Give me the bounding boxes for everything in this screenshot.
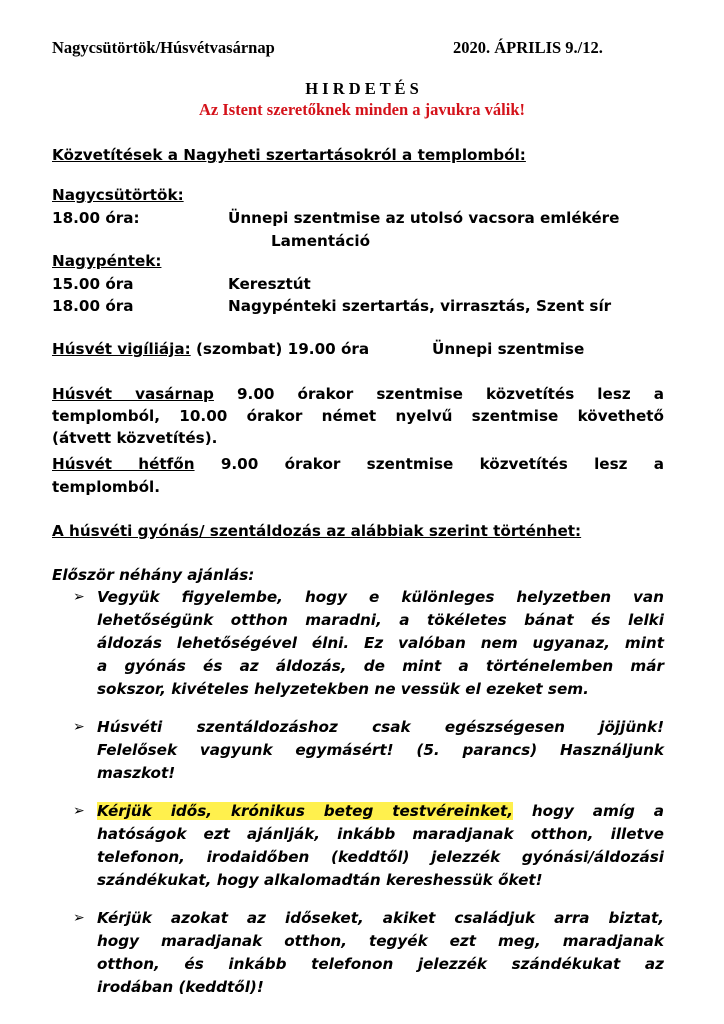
- sunday-line-2: templomból, 10.00 órakor német nyelvű szentmise követhető: [52, 407, 664, 425]
- rec-3-line-2: hatóságok ezt ajánlják, inkább maradjanak otthon, illetve: [97, 825, 664, 843]
- bullet-arrow-icon: ➢: [73, 910, 85, 926]
- monday-line-2: templomból.: [52, 478, 161, 496]
- rec-1-line-3: áldozás lehetőségével élni. Ez valóban nem ugyanaz, mint: [97, 634, 664, 652]
- rec-4-line-1: Kérjük azokat az időseket, akiket családjuk arra biztat,: [97, 909, 664, 927]
- page-title: H I R D E T É S: [305, 79, 419, 98]
- rec-1-line-1: Vegyük figyelembe, hogy e különleges helyzetben van: [97, 588, 664, 606]
- vigil-line: [52, 340, 369, 358]
- thursday-event: Ünnepi szentmise az utolsó vacsora emlékére: [228, 209, 620, 227]
- vigil-event: Ünnepi szentmise: [432, 340, 585, 358]
- rec-1-line-2: lehetőségünk otthon maradni, a tökéletes bánat és lelki: [97, 611, 664, 629]
- header-left: Nagycsütörtök/Húsvétvasárnap: [52, 38, 275, 57]
- thursday-event-2: Lamentáció: [271, 232, 371, 250]
- confession-heading: A húsvéti gyónás/ szentáldozás az alábbiak szerint történhet:: [52, 522, 582, 540]
- rec-3-line-1-rest: hogy amíg a: [512, 802, 664, 820]
- sunday-text-1: 9.00 órakor szentmise közvetítés lesz a: [213, 385, 664, 403]
- rec-3-line-3: telefonon, irodaidőben (keddtől) jelezzék gyónási/áldozási: [97, 848, 664, 866]
- rec-4-line-4: irodában (keddtől)!: [97, 978, 264, 996]
- monday-label: Húsvét hétfőn: [52, 455, 195, 473]
- friday-event-2: Nagypénteki szertartás, virrasztás, Szent sír: [228, 297, 612, 315]
- bullet-arrow-icon: ➢: [73, 719, 85, 735]
- bullet-arrow-icon: ➢: [73, 589, 85, 605]
- monday-text-1: 9.00 órakor szentmise közvetítés lesz a: [194, 455, 664, 473]
- broadcasts-heading: Közvetítések a Nagyheti szertartásokról a templomból:: [52, 146, 526, 164]
- rec-1-line-4: a gyónás és az áldozás, de mint a történelemben már: [97, 657, 664, 675]
- vigil-label: Húsvét vigíliája:: [52, 340, 191, 358]
- page-subtitle: Az Istent szeretőknek minden a javukra válik!: [198, 100, 526, 119]
- rec-2-line-2: Felelősek vagyunk egymásért! (5. parancs) Használjunk: [97, 741, 664, 759]
- thursday-time: 18.00 óra:: [52, 209, 140, 227]
- friday-time-2: 18.00 óra: [52, 297, 134, 315]
- rec-1-line-5: sokszor, kivételes helyzetekben ne vessük el ezeket sem.: [97, 680, 589, 698]
- vigil-time: (szombat) 19.00 óra: [190, 340, 370, 358]
- sunday-line-1: [52, 383, 664, 406]
- rec-2-line-1: Húsvéti szentáldozáshoz csak egészségesen jöjjünk!: [97, 718, 664, 736]
- rec-4-line-2: hogy maradjanak otthon, tegyék ezt meg, maradjanak: [97, 932, 664, 950]
- rec-2-line-3: maszkot!: [97, 764, 176, 782]
- rec-3-line-4: szándékukat, hogy alkalomadtán kereshessük őket!: [97, 871, 543, 889]
- sunday-label: Húsvét vasárnap: [52, 385, 214, 403]
- friday-time-1: 15.00 óra: [52, 275, 134, 293]
- monday-line-1: [52, 453, 664, 476]
- rec-4-line-3: otthon, és inkább telefonon jelezzék szándékukat az: [97, 955, 664, 973]
- friday-event-1: Keresztút: [228, 275, 311, 293]
- friday-label: Nagypéntek:: [52, 252, 162, 270]
- header-date: 2020. ÁPRILIS 9./12.: [453, 38, 603, 57]
- sunday-line-3: (átvett közvetítés).: [52, 429, 218, 447]
- highlighted-text: Kérjük idős, krónikus beteg testvéreinket,: [97, 802, 513, 820]
- recommendations-intro: Először néhány ajánlás:: [52, 566, 255, 584]
- thursday-label: Nagycsütörtök:: [52, 186, 184, 204]
- bullet-arrow-icon: ➢: [73, 803, 85, 819]
- rec-3-line-1: [97, 800, 664, 824]
